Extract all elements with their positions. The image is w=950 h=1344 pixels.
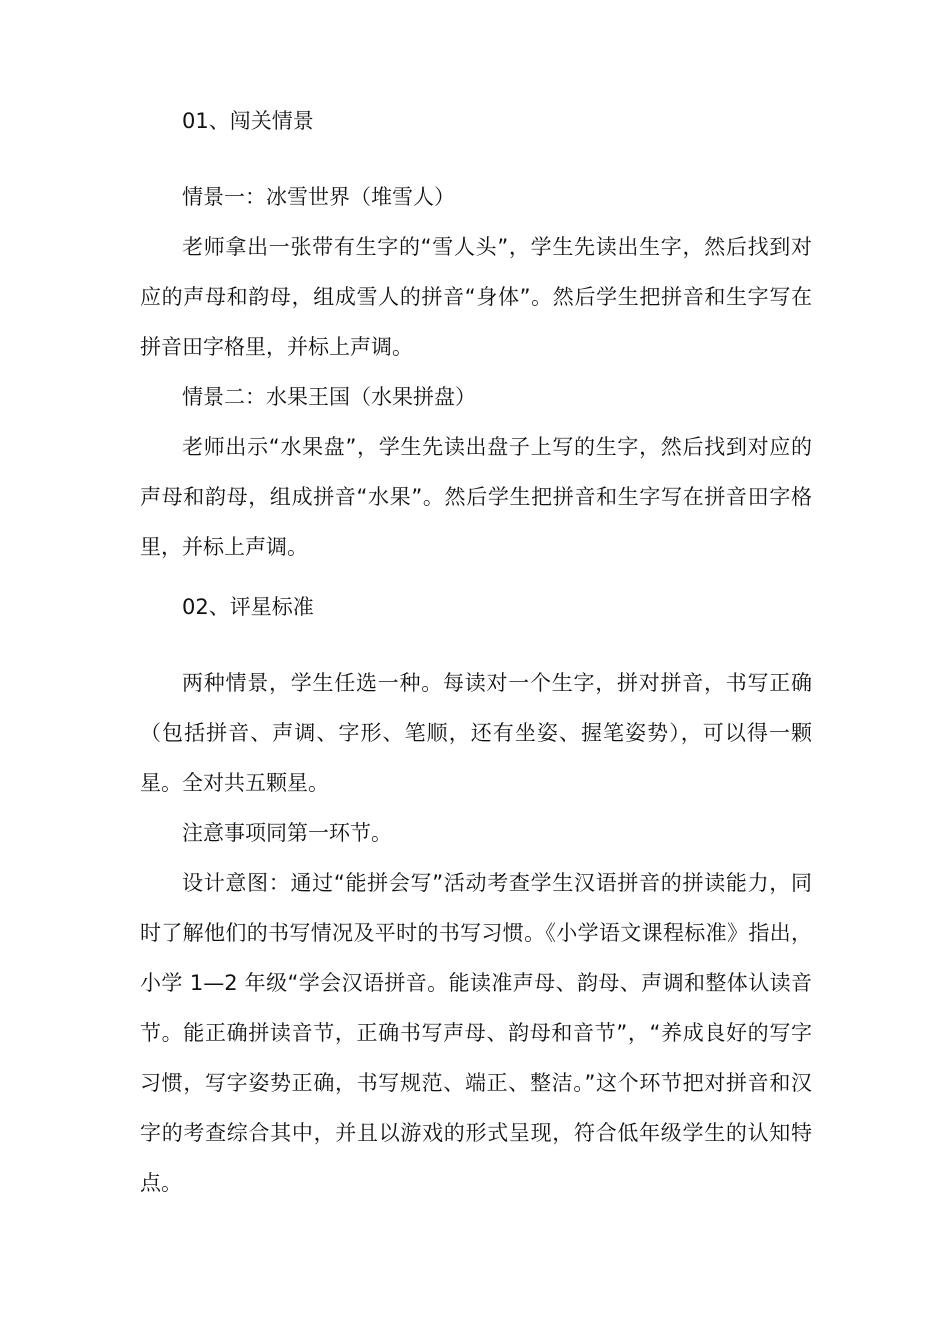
scene-text-ice-world: 老师拿出一张带有生字的“雪人头”，学生先读出生字，然后找到对应的声母和韵母，组成雪人的拼音“身体”。然后学生把拼音和生字写在拼音田字格里，并标上声调。 bbox=[140, 235, 812, 359]
scene-title-ice-world: 情景一：冰雪世界（堆雪人） bbox=[182, 185, 455, 209]
paragraph-star-rules: 两种情景，学生任选一种。每读对一个生字，拼对拼音，书写正确（包括拼音、声调、字形、笔顺，还有坐姿、握笔姿势），可以得一颗星。全对共五颗星。 bbox=[140, 671, 812, 795]
section-heading-star-criteria: 02、评星标准 bbox=[182, 595, 314, 619]
document-body bbox=[140, 100, 812, 1208]
section-heading-scenarios: 01、闯关情景 bbox=[182, 109, 314, 133]
paragraph-notes: 注意事项同第一环节。 bbox=[182, 821, 392, 845]
scene-text-fruit-kingdom: 老师出示“水果盘”，学生先读出盘子上写的生字，然后找到对应的声母和韵母，组成拼音“水果”。然后学生把拼音和生字写在拼音田字格里，并标上声调。 bbox=[140, 435, 812, 559]
paragraph-design-intent: 设计意图：通过“能拼会写”活动考查学生汉语拼音的拼读能力，同时了解他们的书写情况及平时的书写习惯。《小学语文课程标准》指出，小学 1—2 年级“学会汉语拼音。能读准声母、韵母、声调和整体认读音节。能正确拼读音节，正确书写声母、韵母和音节”，“养成良好的写字习惯，写字姿势正确，书写规范、端正、整洁。”这个环节把对拼音和汉字的考查综合其中，并且以游戏的形式呈现，符合低年级学生的认知特点。 bbox=[140, 871, 812, 1195]
scene-title-fruit-kingdom: 情景二：水果王国（水果拼盘） bbox=[182, 385, 476, 409]
